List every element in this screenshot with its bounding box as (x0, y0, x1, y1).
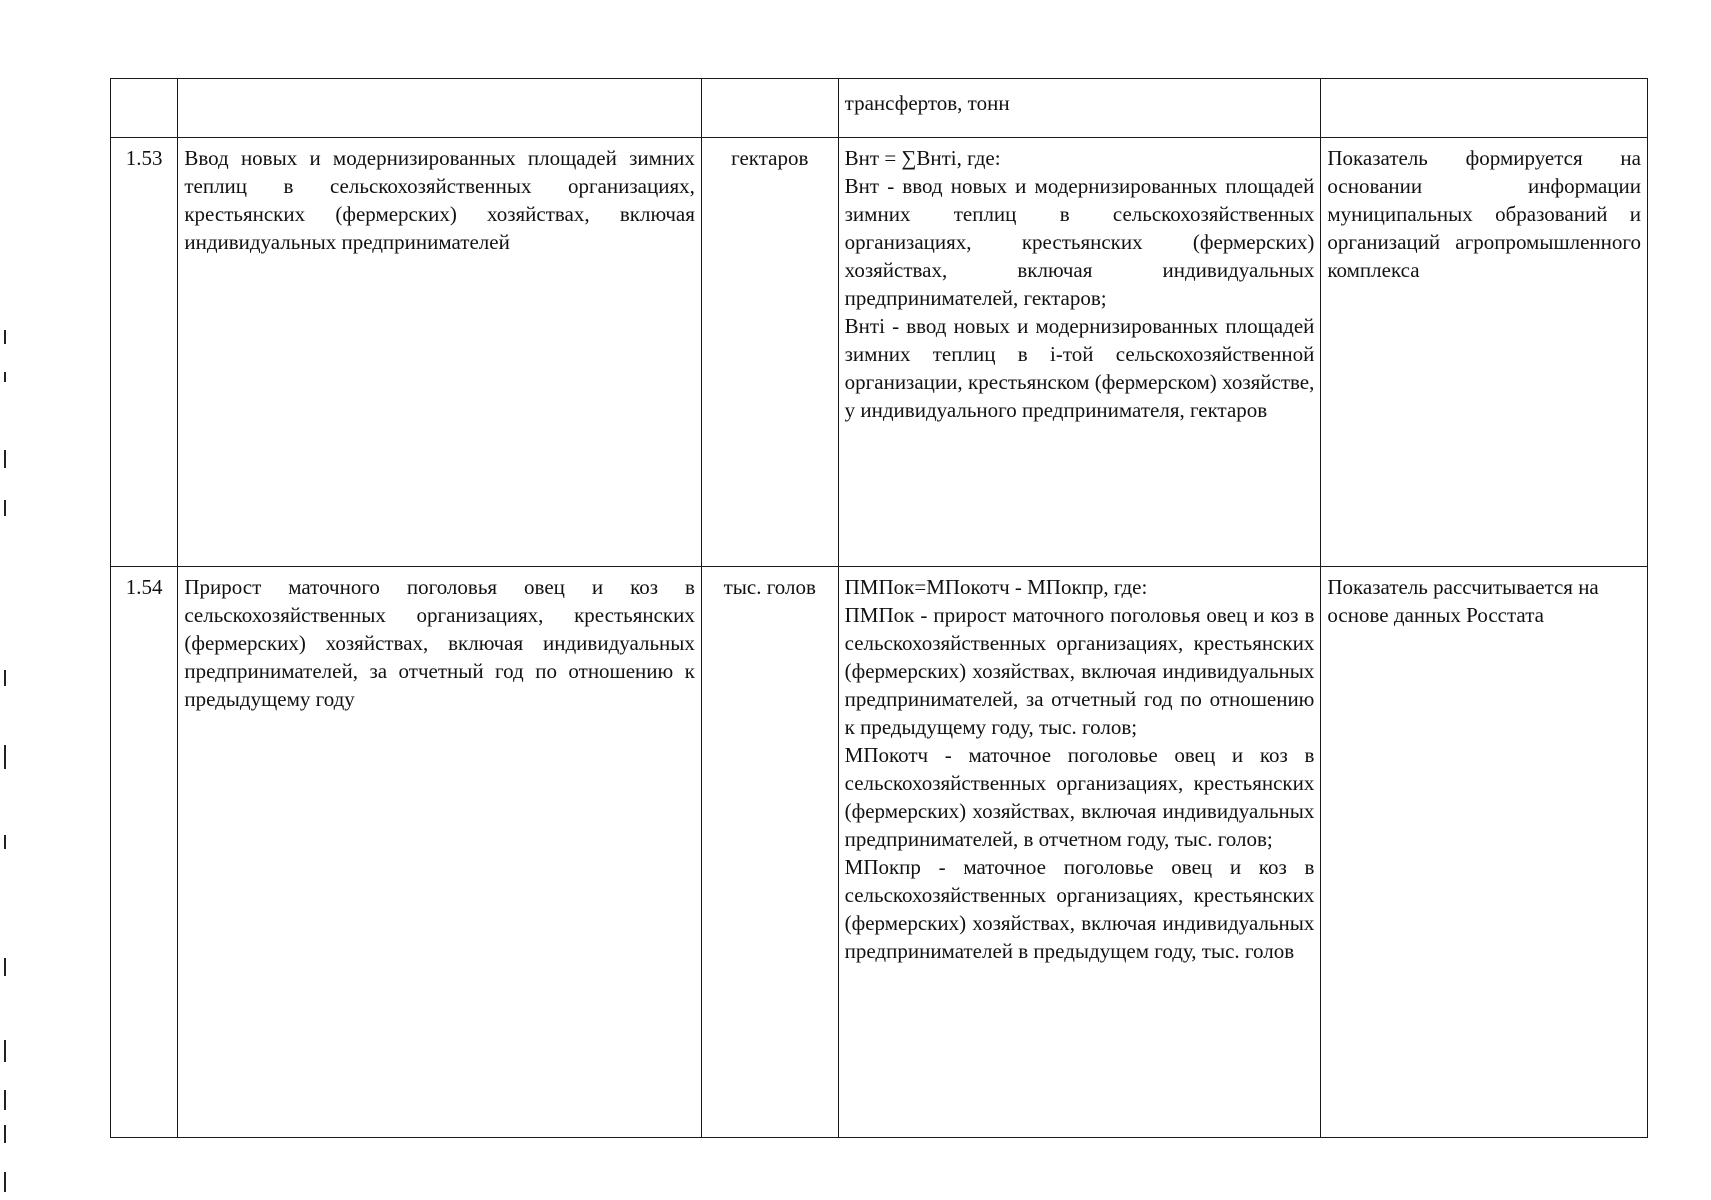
formula-definition: МПокотч - маточное поголовье овец и коз в сельскохозяйственных организациях, крестьянских (фермерских) хозяйствах, включая индивидуальных предпринимателей, в отчетном году, тыс. голов; (844, 743, 1315, 851)
cell-num: 1.54 (111, 567, 178, 1138)
cell-source (1321, 79, 1648, 138)
cell-unit (701, 79, 838, 138)
formula-definition: ПМПок - прирост маточного поголовья овец и коз в сельскохозяйственных организациях, крестьянских (фермерских) хозяйствах, включая индивидуальных предпринимателей, за отчетный год по отношению к предыдущему году, тыс. голов; (844, 603, 1315, 739)
formula-definition: Внтi - ввод новых и модернизированных площадей зимних теплиц в i-той сельскохозяйственной организации, крестьянском (фермерском) хозяйстве, у индивидуального предпринимателя, гектаров (844, 314, 1315, 422)
cell-num: 1.53 (111, 138, 178, 567)
table-row (111, 138, 1648, 567)
cell-num (111, 79, 178, 138)
cell-unit: гектаров (701, 138, 838, 567)
cell-name (178, 79, 702, 138)
cell-source: Показатель формируется на основании информации муниципальных образований и организаций агропромышленного комплекса (1321, 138, 1648, 567)
cell-formula (838, 567, 1321, 1138)
table-row-continuation (111, 79, 1648, 138)
formula-head: Внт = ∑Внтi, где: (844, 146, 1001, 170)
formula-definition: МПокпр - маточное поголовье овец и коз в сельскохозяйственных организациях, крестьянских (фермерских) хозяйствах, включая индивидуальных предпринимателей в предыдущем году, тыс. голов (844, 855, 1315, 963)
cell-formula: трансфертов, тонн (838, 79, 1321, 138)
cell-source: Показатель рассчитывается на основе данных Росстата (1321, 567, 1648, 1138)
formula-definition: Внт - ввод новых и модернизированных площадей зимних теплиц в сельскохозяйственных организациях, крестьянских (фермерских) хозяйствах, включая индивидуальных предпринимателей, гектаров; (844, 174, 1315, 310)
formula-head: ПМПок=МПокотч - МПокпр, где: (844, 575, 1148, 599)
cell-formula (838, 138, 1321, 567)
cell-unit: тыс. голов (701, 567, 838, 1138)
cell-name: Прирост маточного поголовья овец и коз в сельскохозяйственных организациях, крестьянских (фермерских) хозяйствах, включая индивидуальных предпринимателей, за отчетный год по отношению к предыдущему году (178, 567, 702, 1138)
table-row (111, 567, 1648, 1138)
cell-name: Ввод новых и модернизированных площадей зимних теплиц в сельскохозяйственных организациях, крестьянских (фермерских) хозяйствах, включая индивидуальных предпринимателей (178, 138, 702, 567)
indicator-table (110, 78, 1648, 1138)
